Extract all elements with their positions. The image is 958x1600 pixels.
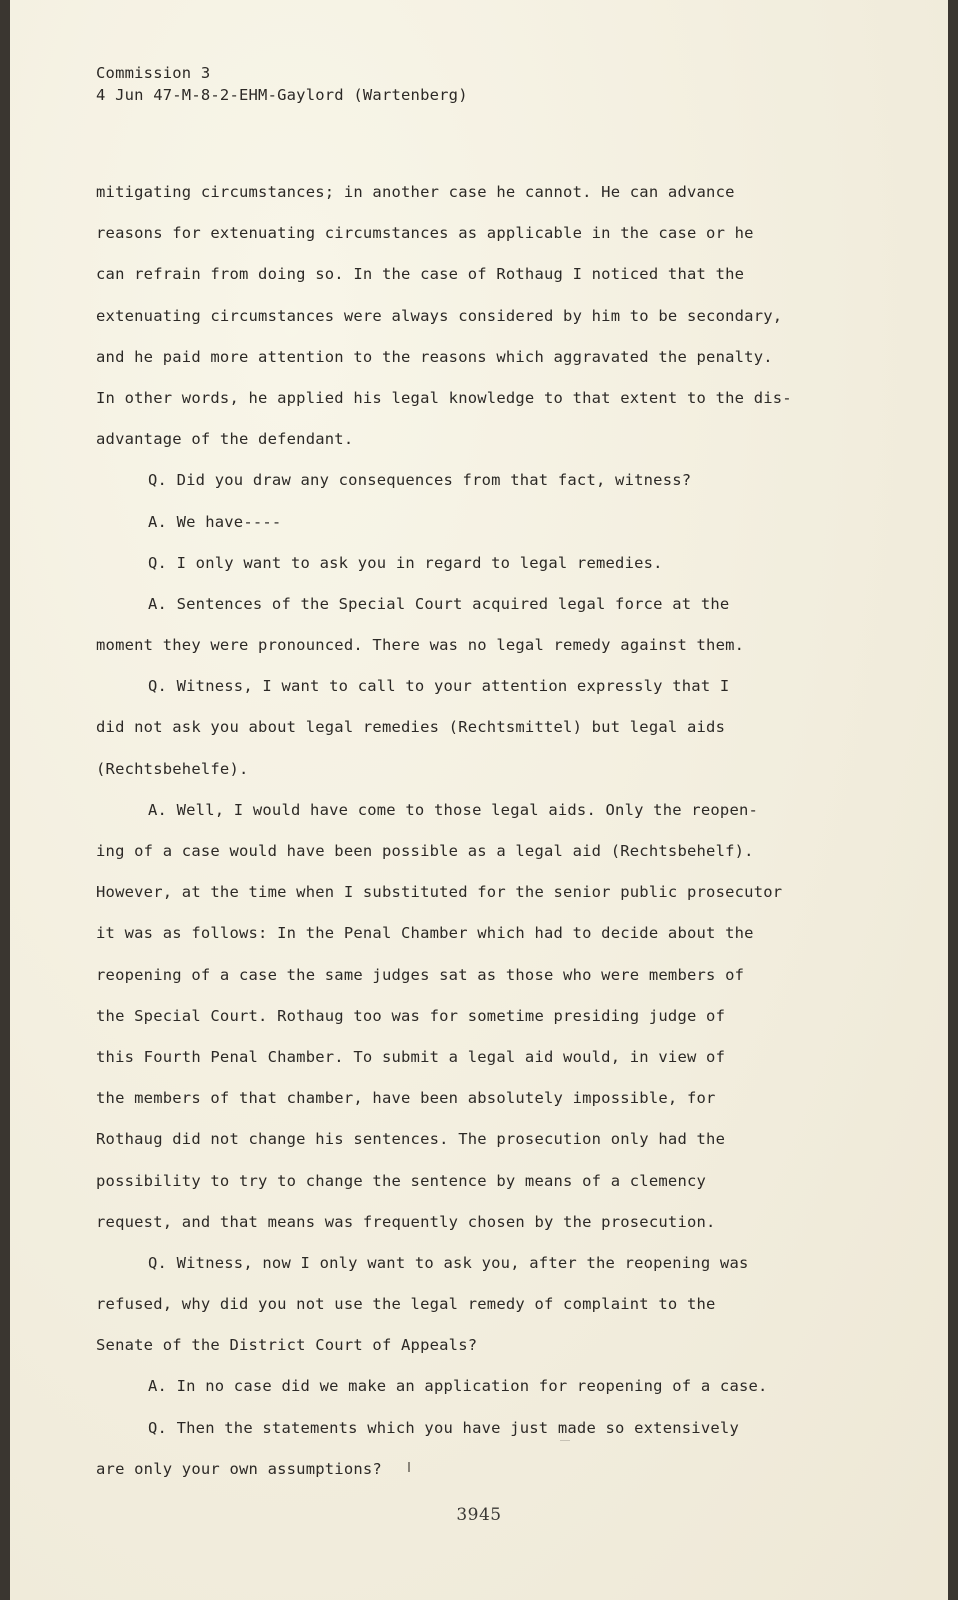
transcript-line: Q. Then the statements which you have just made so extensively [148,1418,739,1437]
document-page [10,0,948,1600]
transcript-line: Q. I only want to ask you in regard to legal remedies. [148,553,663,572]
transcript-line: did not ask you about legal remedies (Rechtsmittel) but legal aids [96,718,726,737]
ink-mark [560,1440,570,1441]
transcript-line: reasons for extenuating circumstances as applicable in the case or he [96,224,754,243]
transcript-line: Rothaug did not change his sentences. The prosecution only had the [96,1130,726,1149]
transcript-line: this Fourth Penal Chamber. To submit a legal aid would, in view of [96,1047,726,1066]
transcript-line: are only your own assumptions? [96,1459,382,1478]
transcript-line: Senate of the District Court of Appeals? [96,1336,478,1355]
transcript-line: request, and that means was frequently chosen by the prosecution. [96,1212,716,1231]
transcript-line: advantage of the defendant. [96,430,354,449]
transcript-line: it was as follows: In the Penal Chamber which had to decide about the [96,924,754,943]
document-header [96,62,468,106]
transcript-line: the Special Court. Rothaug too was for sometime presiding judge of [96,1006,726,1025]
transcript-line: mitigating circumstances; in another case he cannot. He can advance [96,183,735,201]
transcript-line: ing of a case would have been possible as a legal aid (Rechtsbehelf). [96,842,754,860]
transcript-line: A. In no case did we make an application for reopening of a case. [148,1377,768,1396]
transcript-line: possibility to try to change the sentence by means of a clemency [96,1171,707,1190]
transcript-line: In other words, he applied his legal knowledge to that extent to the dis- [96,388,792,407]
transcript-line: Q. Did you draw any consequences from that fact, witness? [148,471,692,490]
header-commission: Commission 3 [96,64,211,82]
transcript-line: Q. Witness, now I only want to ask you, after the reopening was [148,1253,749,1272]
transcript-body [96,181,856,1499]
transcript-line: the members of that chamber, have been absolutely impossible, for [96,1089,716,1108]
transcript-line: moment they were pronounced. There was no legal remedy against them. [96,636,745,655]
transcript-line: (Rechtsbehelfe). [96,759,249,778]
transcript-line: A. We have---- [148,512,282,531]
transcript-line: A. Sentences of the Special Court acquired legal force at the [148,594,730,613]
transcript-line: extenuating circumstances were always considered by him to be secondary, [96,306,783,325]
page-number: 3945 [456,1505,502,1525]
transcript-line: refused, why did you not use the legal remedy of complaint to the [96,1295,716,1314]
transcript-line: A. Well, I would have come to those legal aids. Only the reopen- [148,800,759,819]
header-reference: 4 Jun 47-M-8-2-EHM-Gaylord (Wartenberg) [96,86,468,104]
transcript-line: However, at the time when I substituted for the senior public prosecutor [96,883,783,902]
transcript-line: and he paid more attention to the reasons which aggravated the penalty. [96,347,773,366]
transcript-line: Q. Witness, I want to call to your attention expressly that I [148,677,730,696]
transcript-line: reopening of a case the same judges sat as those who were members of [96,965,745,984]
transcript-line: can refrain from doing so. In the case of Rothaug I noticed that the [96,265,745,284]
ink-mark [408,1462,410,1472]
